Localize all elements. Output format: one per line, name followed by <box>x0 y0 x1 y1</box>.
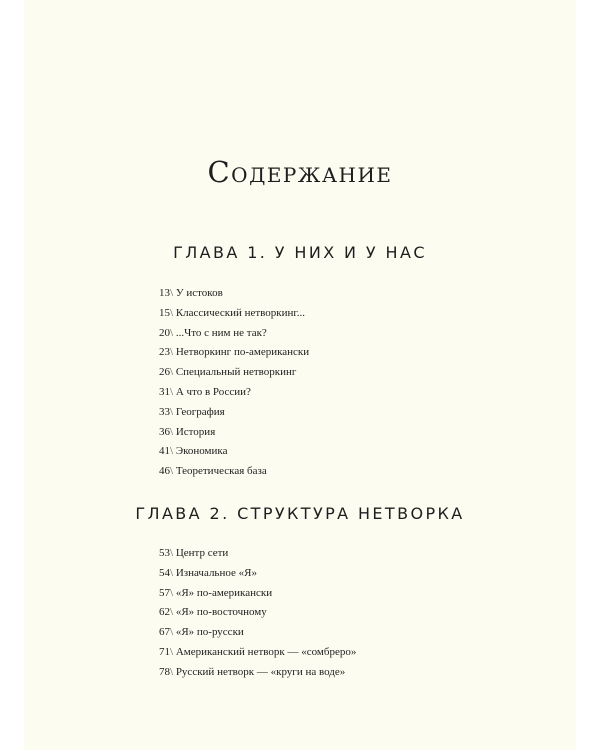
toc-entry-title: Экономика <box>175 445 228 458</box>
toc-page-number: 15 <box>159 306 170 319</box>
toc-page-number: 67 <box>159 626 170 639</box>
toc-entry[interactable] <box>159 462 309 482</box>
toc-entry-title: История <box>175 425 216 438</box>
toc-entry-title: География <box>175 405 225 418</box>
toc-separator: \ <box>170 566 174 579</box>
toc-entry-title: «Я» по-восточному <box>175 606 267 619</box>
toc-separator: \ <box>170 326 174 339</box>
toc-separator: \ <box>170 465 174 478</box>
toc-entry-title: Нетворкинг по-американски <box>175 346 310 359</box>
toc-page-number: 20 <box>159 326 170 339</box>
toc-page-number: 31 <box>159 385 170 398</box>
toc-separator: \ <box>170 665 174 678</box>
toc-page-number: 71 <box>159 645 170 658</box>
toc-separator: \ <box>170 425 174 438</box>
toc-page-number: 57 <box>159 586 170 599</box>
toc-entry[interactable] <box>159 544 356 564</box>
toc-entry[interactable] <box>159 663 356 683</box>
toc-page-number: 41 <box>159 445 170 458</box>
toc-separator: \ <box>170 626 174 639</box>
chapter-1-toc <box>159 284 309 482</box>
toc-entry[interactable] <box>159 343 309 363</box>
toc-entry[interactable] <box>159 643 356 663</box>
toc-page-number: 26 <box>159 366 170 379</box>
toc-entry[interactable] <box>159 442 309 462</box>
toc-entry[interactable] <box>159 383 309 403</box>
toc-page-number: 36 <box>159 425 170 438</box>
toc-page-number: 78 <box>159 665 170 678</box>
chapter-2-toc <box>159 544 356 683</box>
toc-separator: \ <box>170 606 174 619</box>
toc-entry[interactable] <box>159 584 356 604</box>
toc-separator: \ <box>170 346 174 359</box>
toc-entry-title: Теоретическая база <box>175 465 267 478</box>
toc-entry-title: Американский нетворк — «сомбреро» <box>175 645 357 658</box>
toc-entry-title: А что в России? <box>175 385 251 398</box>
toc-entry[interactable] <box>159 403 309 423</box>
toc-entry[interactable] <box>159 564 356 584</box>
toc-entry[interactable] <box>159 423 309 443</box>
toc-entry-title: Русский нетворк — «круги на воде» <box>175 665 346 678</box>
toc-separator: \ <box>170 385 174 398</box>
toc-separator: \ <box>170 445 174 458</box>
toc-entry[interactable] <box>159 304 309 324</box>
toc-page-number: 23 <box>159 346 170 359</box>
toc-separator: \ <box>170 645 174 658</box>
chapter-2-heading: ГЛАВА 2. СТРУКТУРА НЕТВОРКА <box>135 504 465 523</box>
page-title: Содержание <box>207 155 393 189</box>
toc-entry[interactable] <box>159 363 309 383</box>
toc-page-number: 13 <box>159 287 170 299</box>
toc-entry-title: «Я» по-американски <box>175 586 273 599</box>
toc-entry-title: Специальный нетворкинг <box>175 366 297 379</box>
chapter-1-heading: ГЛАВА 1. У НИХ И У НАС <box>173 243 427 262</box>
book-page <box>24 0 576 750</box>
toc-entry-title: Изначальное «Я» <box>175 566 257 579</box>
toc-entry-title: «Я» по-русски <box>175 626 244 639</box>
toc-page-number: 33 <box>159 405 170 418</box>
toc-separator: \ <box>170 287 174 299</box>
toc-separator: \ <box>170 366 174 379</box>
toc-separator: \ <box>170 586 174 599</box>
toc-separator: \ <box>170 405 174 418</box>
toc-entry[interactable] <box>159 324 309 344</box>
toc-page-number: 53 <box>159 547 170 559</box>
toc-entry[interactable] <box>159 623 356 643</box>
toc-page-number: 46 <box>159 465 170 478</box>
toc-entry[interactable] <box>159 284 309 304</box>
toc-entry-title: У истоков <box>175 287 223 299</box>
toc-page-number: 62 <box>159 606 170 619</box>
toc-separator: \ <box>170 547 174 559</box>
toc-entry-title: Центр сети <box>175 547 229 559</box>
toc-entry-title: ...Что с ним не так? <box>175 326 267 339</box>
toc-page-number: 54 <box>159 566 170 579</box>
toc-entry-title: Классический нетворкинг... <box>175 306 305 319</box>
toc-entry[interactable] <box>159 603 356 623</box>
toc-separator: \ <box>170 306 174 319</box>
